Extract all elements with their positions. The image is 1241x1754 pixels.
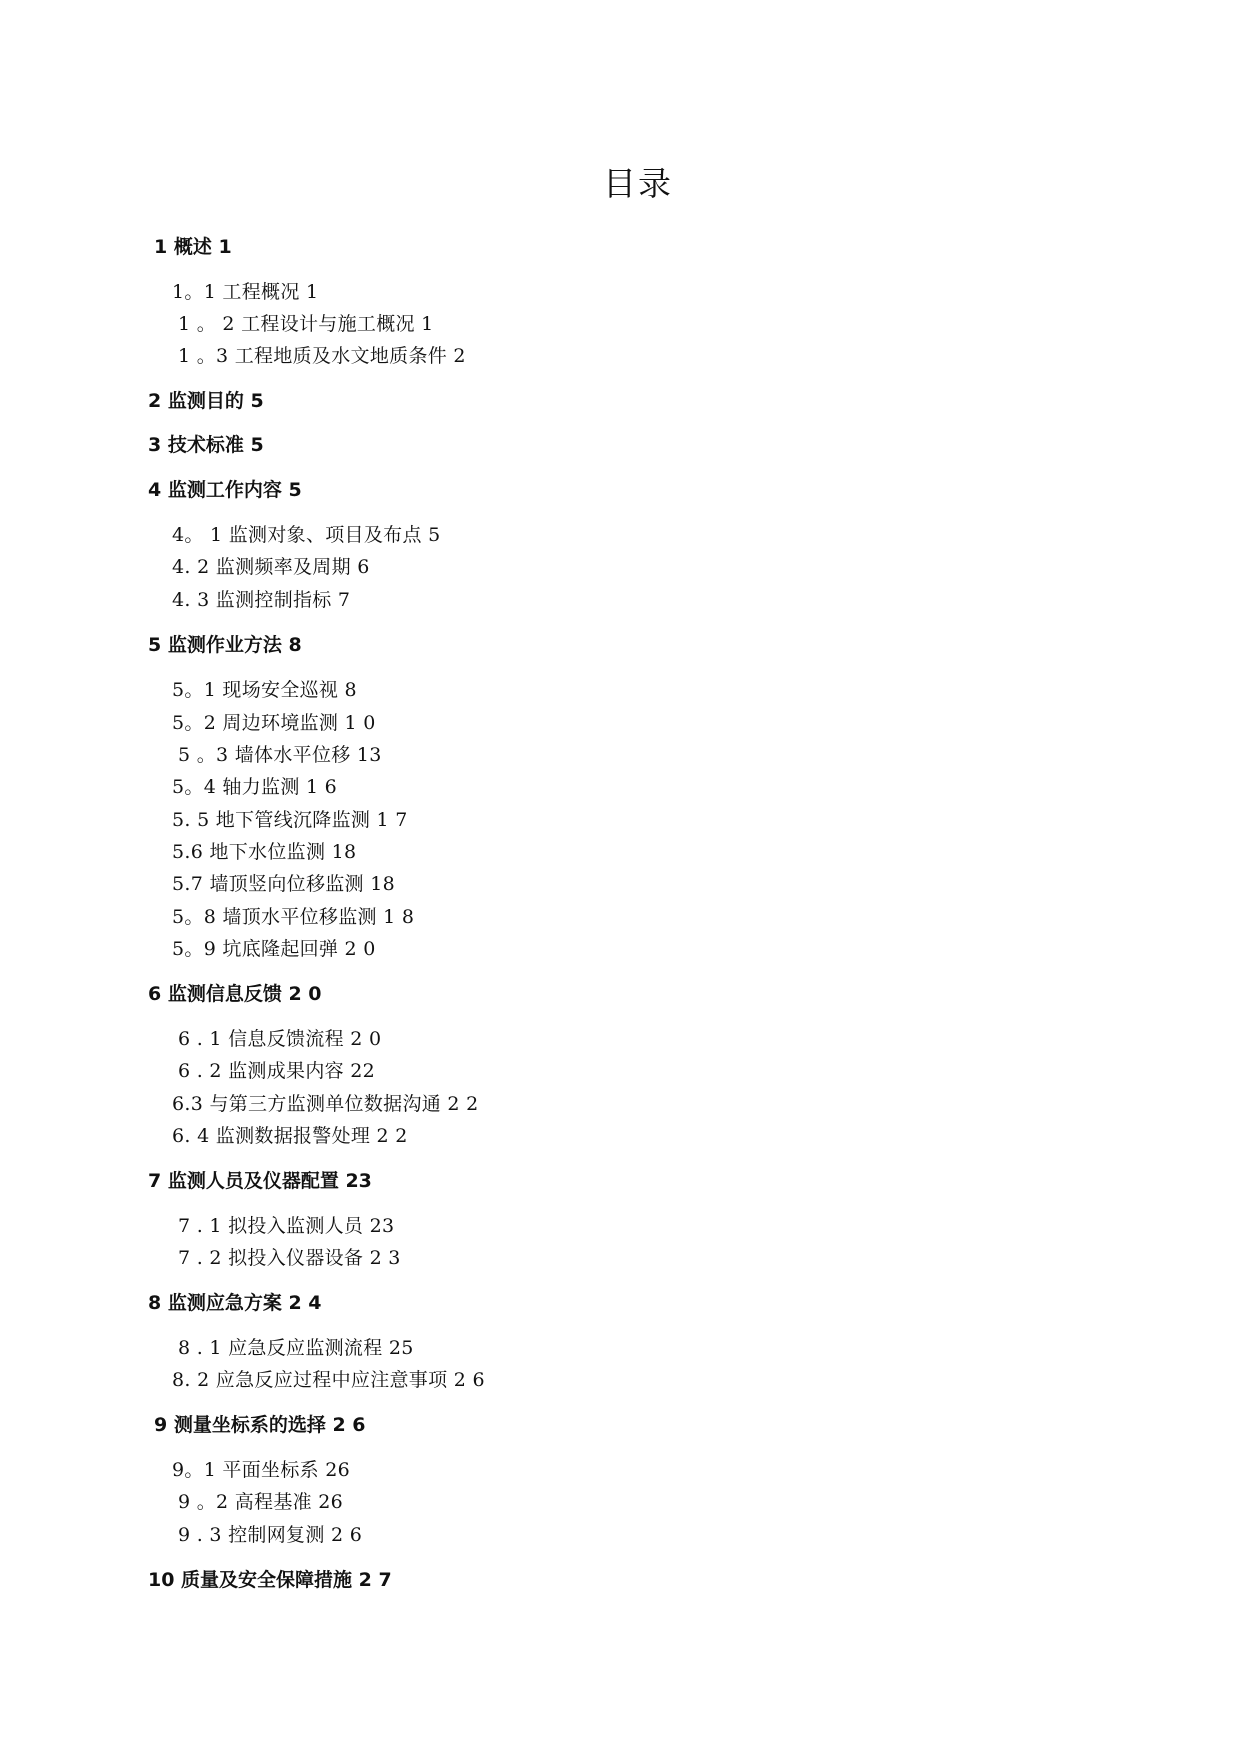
toc-entry-level2[interactable]: 1 。3 工程地质及水文地质条件 2 [178,345,466,367]
toc-entry-level2[interactable]: 8. 2 应急反应过程中应注意事项 2 6 [172,1369,485,1391]
toc-entry-level1[interactable]: 8 监测应急方案 2 4 [148,1292,322,1314]
toc-entry-level2[interactable]: 5。1 现场安全巡视 8 [172,679,357,701]
toc-entry-level2[interactable]: 9。1 平面坐标系 26 [172,1459,351,1481]
toc-entry-level2[interactable]: 5。2 周边环境监测 1 0 [172,712,376,734]
toc-entry-level2[interactable]: 9 。2 高程基准 26 [178,1491,344,1513]
toc-entry-level2[interactable]: 9 . 3 控制网复测 2 6 [178,1524,363,1546]
toc-entry-level2[interactable]: 1。1 工程概况 1 [172,281,319,303]
toc-entry-level1[interactable]: 3 技术标准 5 [148,434,264,456]
toc-entry-level2[interactable]: 1 。 2 工程设计与施工概况 1 [178,313,434,335]
toc-entry-level2[interactable]: 6. 4 监测数据报警处理 2 2 [172,1125,408,1147]
toc-entry-level2[interactable]: 5。9 坑底隆起回弹 2 0 [172,938,376,960]
toc-entry-level2[interactable]: 4. 3 监测控制指标 7 [172,589,351,611]
toc-entry-level1[interactable]: 1 概述 1 [154,236,232,258]
toc-entry-level2[interactable]: 6.3 与第三方监测单位数据沟通 2 2 [172,1093,479,1115]
toc-entry-level2[interactable]: 4。 1 监测对象、项目及布点 5 [172,524,441,546]
toc-entry-level2[interactable]: 6 . 1 信息反馈流程 2 0 [178,1028,382,1050]
toc-entry-level2[interactable]: 7 . 2 拟投入仪器设备 2 3 [178,1247,401,1269]
page-title: 目录 [603,164,673,203]
toc-entry-level1[interactable]: 5 监测作业方法 8 [148,634,302,656]
toc-entry-level2[interactable]: 4. 2 监测频率及周期 6 [172,556,370,578]
toc-entry-level1[interactable]: 2 监测目的 5 [148,390,264,412]
toc-entry-level1[interactable]: 4 监测工作内容 5 [148,479,302,501]
toc-entry-level1[interactable]: 9 测量坐标系的选择 2 6 [154,1414,366,1436]
toc-entry-level1[interactable]: 6 监测信息反馈 2 0 [148,983,322,1005]
toc-entry-level2[interactable]: 5。4 轴力监测 1 6 [172,776,338,798]
toc-entry-level2[interactable]: 5.6 地下水位监测 18 [172,841,357,863]
toc-entry-level2[interactable]: 7 . 1 拟投入监测人员 23 [178,1215,395,1237]
toc-entry-level1[interactable]: 7 监测人员及仪器配置 23 [148,1170,372,1192]
toc-entry-level2[interactable]: 5.7 墙顶竖向位移监测 18 [172,873,395,895]
toc-entry-level2[interactable]: 5。8 墙顶水平位移监测 1 8 [172,906,415,928]
toc-entry-level1[interactable]: 10 质量及安全保障措施 2 7 [148,1569,392,1591]
toc-entry-level2[interactable]: 5 。3 墙体水平位移 13 [178,744,382,766]
toc-entry-level2[interactable]: 6 . 2 监测成果内容 22 [178,1060,376,1082]
toc-entry-level2[interactable]: 8 . 1 应急反应监测流程 25 [178,1337,414,1359]
toc-entry-level2[interactable]: 5. 5 地下管线沉降监测 1 7 [172,809,408,831]
